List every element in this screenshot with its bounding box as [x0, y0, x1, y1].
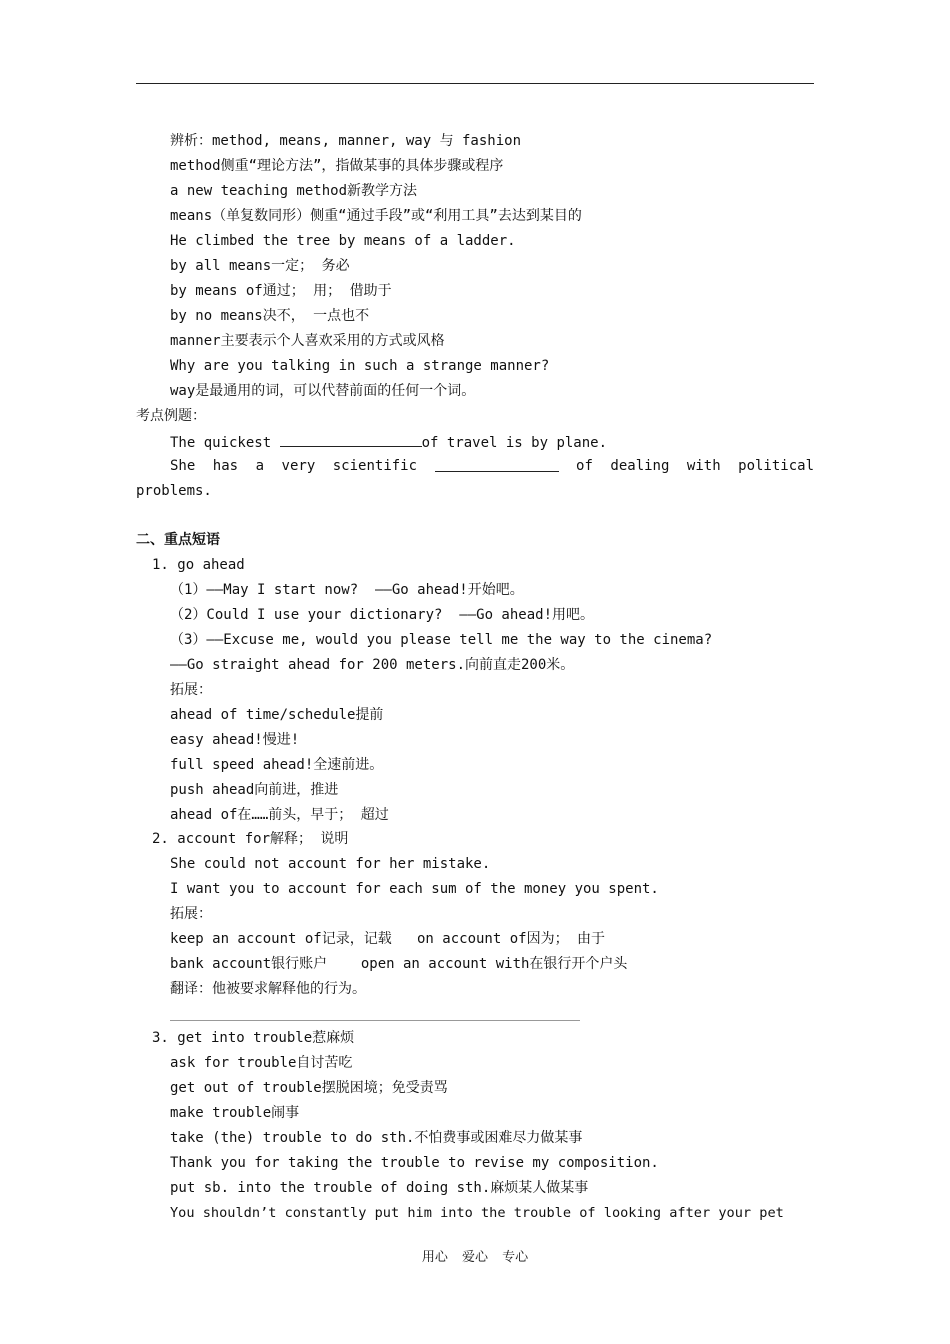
text-line: keep an account of记录，记载 on account of因为； 由于 [170, 931, 606, 947]
text-line: easy ahead!慢进! [170, 732, 300, 748]
text-line: problems. [136, 483, 212, 499]
text-line: 拓展： [170, 906, 212, 922]
phrase-item-title: 1. go ahead [152, 557, 245, 573]
text-line: put sb. into the trouble of doing sth.麻烦某人做某事 [170, 1180, 589, 1196]
answer-line[interactable] [170, 1020, 580, 1021]
text-line: 辨析：method, means, manner, way 与 fashion [170, 133, 522, 149]
answer-blank[interactable] [280, 431, 422, 447]
exercise-question-2: She has a very scientific of dealing with political [170, 458, 814, 474]
text-line: You shouldn’t constantly put him into the trouble of looking after your pet [170, 1205, 784, 1221]
text-line: manner主要表示个人喜欢采用的方式或风格 [170, 333, 445, 349]
section-heading: 二、重点短语 [136, 532, 220, 548]
text-line: 拓展： [170, 682, 212, 698]
text-line: Why are you talking in such a strange manner? [170, 358, 550, 374]
text-line: （1）——May I start now? ——Go ahead!开始吧。 [170, 582, 524, 598]
text-line: means（单复数同形）侧重“通过手段”或“利用工具”去达到某目的 [170, 208, 582, 224]
answer-blank[interactable] [435, 456, 559, 472]
text-line: ——Go straight ahead for 200 meters.向前直走200米。 [170, 657, 575, 673]
text-line: full speed ahead!全速前进。 [170, 757, 384, 773]
text-line: 翻译：他被要求解释他的行为。 [170, 981, 366, 997]
text-line: He climbed the tree by means of a ladder. [170, 233, 516, 249]
text-line: Thank you for taking the trouble to revise my composition. [170, 1155, 659, 1171]
text-line: ahead of time/schedule提前 [170, 707, 384, 723]
text-line: make trouble闹事 [170, 1105, 300, 1121]
text-line: take (the) trouble to do sth.不怕费事或困难尽力做某事 [170, 1130, 583, 1146]
text-line: ask for trouble自讨苦吃 [170, 1055, 353, 1071]
text-line: ahead of在……前头，早于； 超过 [170, 807, 389, 823]
text-line: by means of通过； 用； 借助于 [170, 283, 392, 299]
text-line: （2）Could I use your dictionary? ——Go ahead!用吧。 [170, 607, 595, 623]
text-line: push ahead向前进，推进 [170, 782, 339, 798]
text-line: I want you to account for each sum of the money you spent. [170, 881, 659, 897]
text-line: （3）——Excuse me, would you please tell me the way to the cinema? [170, 632, 713, 648]
header-rule [136, 83, 814, 84]
text-line: by all means一定； 务必 [170, 258, 350, 274]
text-line: She could not account for her mistake. [170, 856, 491, 872]
phrase-item-title: 2. account for解释； 说明 [152, 831, 349, 847]
text-line: method侧重“理论方法”，指做某事的具体步骤或程序 [170, 158, 504, 174]
text-line: get out of trouble摆脱困境；免受责骂 [170, 1080, 448, 1096]
text-line: bank account银行账户 open an account with在银行开个户头 [170, 956, 628, 972]
phrase-item-title: 3. get into trouble惹麻烦 [152, 1030, 355, 1046]
text-line: by no means决不， 一点也不 [170, 308, 370, 324]
text-line: way是最通用的词，可以代替前面的任何一个词。 [170, 383, 476, 399]
exercise-heading: 考点例题： [136, 408, 206, 424]
exercise-question-1: The quickest of travel is by plane. [170, 431, 607, 453]
page-footer: 用心 爱心 专心 [421, 1250, 529, 1265]
text-line: a new teaching method新教学方法 [170, 183, 418, 199]
